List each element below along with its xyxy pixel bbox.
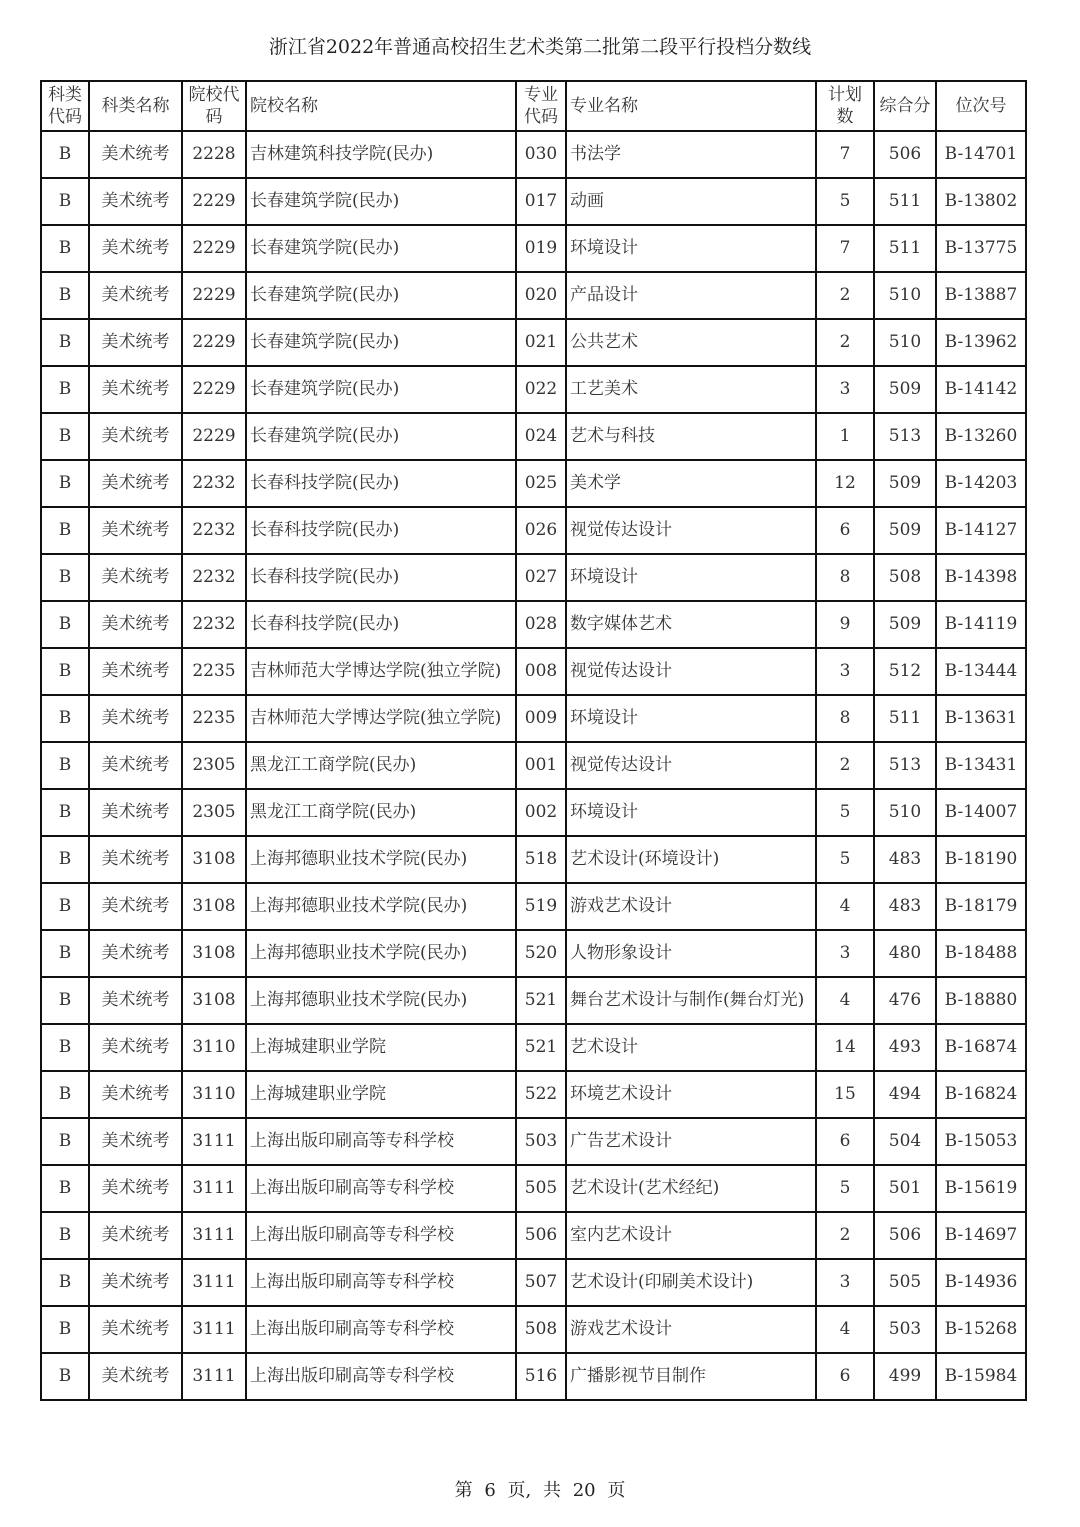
cell-plan-count: 12 — [816, 460, 874, 507]
cell-school-name: 黑龙江工商学院(民办) — [246, 742, 516, 789]
cell-total-score: 511 — [874, 695, 936, 742]
cell-rank-number: B-15984 — [936, 1353, 1026, 1400]
cell-major-name: 环境艺术设计 — [566, 1071, 816, 1118]
cell-major-code: 021 — [516, 319, 566, 366]
cell-rank-number: B-18880 — [936, 977, 1026, 1024]
cell-major-code: 028 — [516, 601, 566, 648]
cell-plan-count: 2 — [816, 319, 874, 366]
table-row — [41, 1353, 1026, 1400]
cell-plan-count: 5 — [816, 789, 874, 836]
cell-total-score: 493 — [874, 1024, 936, 1071]
cell-school-name: 上海出版印刷高等专科学校 — [246, 1118, 516, 1165]
cell-subject-code: B — [41, 413, 89, 460]
cell-major-name: 广告艺术设计 — [566, 1118, 816, 1165]
header-subject-code: 科类代码 — [41, 81, 89, 131]
table-row — [41, 225, 1026, 272]
cell-subject-name: 美术统考 — [89, 131, 182, 178]
cell-plan-count: 2 — [816, 272, 874, 319]
cell-school-code: 2228 — [182, 131, 246, 178]
cell-major-name: 环境设计 — [566, 789, 816, 836]
cell-subject-code: B — [41, 883, 89, 930]
cell-plan-count: 8 — [816, 554, 874, 601]
cell-subject-code: B — [41, 648, 89, 695]
cell-rank-number: B-13887 — [936, 272, 1026, 319]
cell-major-code: 008 — [516, 648, 566, 695]
cell-rank-number: B-13802 — [936, 178, 1026, 225]
cell-school-code: 3108 — [182, 977, 246, 1024]
table-row — [41, 1118, 1026, 1165]
cell-rank-number: B-16874 — [936, 1024, 1026, 1071]
cell-plan-count: 1 — [816, 413, 874, 460]
cell-total-score: 510 — [874, 789, 936, 836]
cell-major-name: 环境设计 — [566, 695, 816, 742]
cell-rank-number: B-13260 — [936, 413, 1026, 460]
cell-major-code: 009 — [516, 695, 566, 742]
cell-subject-name: 美术统考 — [89, 225, 182, 272]
table-row — [41, 1306, 1026, 1353]
cell-school-code: 3110 — [182, 1071, 246, 1118]
cell-school-name: 长春建筑学院(民办) — [246, 366, 516, 413]
cell-school-name: 上海城建职业学院 — [246, 1071, 516, 1118]
cell-major-code: 519 — [516, 883, 566, 930]
cell-plan-count: 6 — [816, 507, 874, 554]
cell-subject-name: 美术统考 — [89, 1118, 182, 1165]
cell-major-name: 数字媒体艺术 — [566, 601, 816, 648]
cell-subject-name: 美术统考 — [89, 883, 182, 930]
table-body — [41, 131, 1026, 1400]
cell-school-code: 2229 — [182, 413, 246, 460]
cell-major-code: 025 — [516, 460, 566, 507]
cell-major-code: 521 — [516, 1024, 566, 1071]
cell-school-code: 2235 — [182, 648, 246, 695]
cell-plan-count: 9 — [816, 601, 874, 648]
cell-major-name: 视觉传达设计 — [566, 742, 816, 789]
cell-total-score: 505 — [874, 1259, 936, 1306]
cell-total-score: 513 — [874, 413, 936, 460]
cell-major-code: 520 — [516, 930, 566, 977]
cell-rank-number: B-13775 — [936, 225, 1026, 272]
cell-subject-code: B — [41, 930, 89, 977]
cell-major-code: 017 — [516, 178, 566, 225]
cell-school-code: 2229 — [182, 178, 246, 225]
cell-major-name: 动画 — [566, 178, 816, 225]
cell-total-score: 480 — [874, 930, 936, 977]
cell-subject-name: 美术统考 — [89, 1071, 182, 1118]
cell-subject-code: B — [41, 225, 89, 272]
cell-subject-code: B — [41, 507, 89, 554]
cell-subject-code: B — [41, 1071, 89, 1118]
cell-subject-name: 美术统考 — [89, 507, 182, 554]
cell-subject-name: 美术统考 — [89, 1306, 182, 1353]
cell-plan-count: 3 — [816, 366, 874, 413]
cell-subject-code: B — [41, 554, 89, 601]
cell-major-code: 027 — [516, 554, 566, 601]
cell-plan-count: 6 — [816, 1118, 874, 1165]
cell-major-code: 503 — [516, 1118, 566, 1165]
cell-total-score: 509 — [874, 366, 936, 413]
document-title: 浙江省2022年普通高校招生艺术类第二批第二段平行投档分数线 — [268, 36, 812, 58]
header-rank-number: 位次号 — [936, 81, 1026, 131]
cell-plan-count: 2 — [816, 1212, 874, 1259]
cell-plan-count: 3 — [816, 648, 874, 695]
cell-major-name: 美术学 — [566, 460, 816, 507]
cell-school-code: 2305 — [182, 742, 246, 789]
cell-rank-number: B-13431 — [936, 742, 1026, 789]
table-header-row — [41, 81, 1026, 131]
cell-major-name: 环境设计 — [566, 225, 816, 272]
cell-plan-count: 7 — [816, 225, 874, 272]
cell-school-name: 上海出版印刷高等专科学校 — [246, 1353, 516, 1400]
cell-subject-name: 美术统考 — [89, 742, 182, 789]
header-major-name: 专业名称 — [566, 81, 816, 131]
cell-subject-code: B — [41, 1165, 89, 1212]
cell-plan-count: 4 — [816, 883, 874, 930]
cell-school-name: 上海邦德职业技术学院(民办) — [246, 930, 516, 977]
cell-subject-name: 美术统考 — [89, 930, 182, 977]
cell-major-code: 516 — [516, 1353, 566, 1400]
cell-rank-number: B-18179 — [936, 883, 1026, 930]
cell-plan-count: 8 — [816, 695, 874, 742]
cell-subject-code: B — [41, 1212, 89, 1259]
table-row — [41, 554, 1026, 601]
cell-subject-code: B — [41, 366, 89, 413]
cell-major-code: 506 — [516, 1212, 566, 1259]
cell-school-name: 长春科技学院(民办) — [246, 460, 516, 507]
cell-rank-number: B-14701 — [936, 131, 1026, 178]
cell-school-code: 3108 — [182, 836, 246, 883]
table-row — [41, 742, 1026, 789]
cell-school-code: 2232 — [182, 507, 246, 554]
cell-school-name: 上海邦德职业技术学院(民办) — [246, 836, 516, 883]
cell-major-name: 舞台艺术设计与制作(舞台灯光) — [566, 977, 816, 1024]
cell-school-name: 上海出版印刷高等专科学校 — [246, 1165, 516, 1212]
cell-major-name: 视觉传达设计 — [566, 648, 816, 695]
cell-school-code: 3110 — [182, 1024, 246, 1071]
cell-subject-name: 美术统考 — [89, 272, 182, 319]
cell-rank-number: B-14119 — [936, 601, 1026, 648]
cell-subject-name: 美术统考 — [89, 413, 182, 460]
cell-subject-code: B — [41, 1118, 89, 1165]
cell-major-name: 工艺美术 — [566, 366, 816, 413]
cell-major-name: 产品设计 — [566, 272, 816, 319]
cell-total-score: 509 — [874, 601, 936, 648]
cell-subject-name: 美术统考 — [89, 460, 182, 507]
cell-subject-code: B — [41, 460, 89, 507]
cell-subject-code: B — [41, 1024, 89, 1071]
admission-score-table — [40, 80, 1027, 1401]
cell-major-code: 522 — [516, 1071, 566, 1118]
cell-total-score: 499 — [874, 1353, 936, 1400]
cell-school-code: 2229 — [182, 319, 246, 366]
cell-rank-number: B-14697 — [936, 1212, 1026, 1259]
table-row — [41, 789, 1026, 836]
cell-total-score: 503 — [874, 1306, 936, 1353]
header-plan-count: 计划数 — [816, 81, 874, 131]
cell-subject-name: 美术统考 — [89, 366, 182, 413]
table-row — [41, 507, 1026, 554]
table-row — [41, 413, 1026, 460]
cell-major-code: 521 — [516, 977, 566, 1024]
cell-total-score: 506 — [874, 1212, 936, 1259]
cell-school-code: 2305 — [182, 789, 246, 836]
cell-plan-count: 7 — [816, 131, 874, 178]
table-row — [41, 131, 1026, 178]
cell-school-code: 3111 — [182, 1165, 246, 1212]
cell-subject-name: 美术统考 — [89, 789, 182, 836]
cell-major-code: 508 — [516, 1306, 566, 1353]
cell-school-name: 上海出版印刷高等专科学校 — [246, 1306, 516, 1353]
cell-major-code: 505 — [516, 1165, 566, 1212]
table-row — [41, 883, 1026, 930]
table-row — [41, 366, 1026, 413]
cell-school-name: 长春科技学院(民办) — [246, 507, 516, 554]
cell-school-name: 长春科技学院(民办) — [246, 554, 516, 601]
cell-total-score: 504 — [874, 1118, 936, 1165]
cell-subject-name: 美术统考 — [89, 554, 182, 601]
cell-total-score: 512 — [874, 648, 936, 695]
cell-school-code: 3111 — [182, 1212, 246, 1259]
cell-plan-count: 14 — [816, 1024, 874, 1071]
cell-school-name: 长春建筑学院(民办) — [246, 225, 516, 272]
cell-rank-number: B-14127 — [936, 507, 1026, 554]
cell-subject-code: B — [41, 601, 89, 648]
table-row — [41, 460, 1026, 507]
cell-rank-number: B-14398 — [936, 554, 1026, 601]
cell-subject-name: 美术统考 — [89, 836, 182, 883]
cell-school-name: 长春建筑学院(民办) — [246, 272, 516, 319]
cell-major-code: 022 — [516, 366, 566, 413]
table-row — [41, 1165, 1026, 1212]
table-row — [41, 648, 1026, 695]
cell-school-code: 3108 — [182, 883, 246, 930]
header-school-name: 院校名称 — [246, 81, 516, 131]
cell-school-name: 长春科技学院(民办) — [246, 601, 516, 648]
cell-plan-count: 6 — [816, 1353, 874, 1400]
cell-rank-number: B-13631 — [936, 695, 1026, 742]
cell-school-name: 上海邦德职业技术学院(民办) — [246, 883, 516, 930]
cell-rank-number: B-14936 — [936, 1259, 1026, 1306]
cell-total-score: 483 — [874, 836, 936, 883]
cell-major-name: 人物形象设计 — [566, 930, 816, 977]
cell-subject-name: 美术统考 — [89, 977, 182, 1024]
cell-school-name: 上海邦德职业技术学院(民办) — [246, 977, 516, 1024]
cell-rank-number: B-14142 — [936, 366, 1026, 413]
cell-school-name: 上海出版印刷高等专科学校 — [246, 1259, 516, 1306]
cell-major-name: 书法学 — [566, 131, 816, 178]
cell-school-code: 2229 — [182, 366, 246, 413]
cell-rank-number: B-18488 — [936, 930, 1026, 977]
cell-subject-code: B — [41, 131, 89, 178]
cell-subject-name: 美术统考 — [89, 648, 182, 695]
cell-school-code: 3111 — [182, 1118, 246, 1165]
cell-school-name: 黑龙江工商学院(民办) — [246, 789, 516, 836]
cell-total-score: 511 — [874, 178, 936, 225]
cell-total-score: 510 — [874, 272, 936, 319]
cell-major-name: 艺术设计(印刷美术设计) — [566, 1259, 816, 1306]
cell-major-name: 艺术与科技 — [566, 413, 816, 460]
cell-major-code: 026 — [516, 507, 566, 554]
cell-subject-code: B — [41, 977, 89, 1024]
table-row — [41, 601, 1026, 648]
header-total-score: 综合分 — [874, 81, 936, 131]
cell-plan-count: 4 — [816, 977, 874, 1024]
cell-plan-count: 5 — [816, 836, 874, 883]
cell-major-name: 艺术设计(艺术经纪) — [566, 1165, 816, 1212]
cell-major-name: 室内艺术设计 — [566, 1212, 816, 1259]
header-school-code: 院校代码 — [182, 81, 246, 131]
cell-school-name: 长春建筑学院(民办) — [246, 178, 516, 225]
cell-rank-number: B-16824 — [936, 1071, 1026, 1118]
cell-school-code: 2229 — [182, 225, 246, 272]
cell-major-code: 518 — [516, 836, 566, 883]
header-major-code: 专业代码 — [516, 81, 566, 131]
cell-subject-code: B — [41, 836, 89, 883]
cell-subject-code: B — [41, 319, 89, 366]
cell-major-name: 环境设计 — [566, 554, 816, 601]
cell-subject-name: 美术统考 — [89, 1024, 182, 1071]
cell-rank-number: B-14007 — [936, 789, 1026, 836]
cell-major-code: 001 — [516, 742, 566, 789]
cell-major-name: 视觉传达设计 — [566, 507, 816, 554]
cell-subject-code: B — [41, 272, 89, 319]
cell-school-name: 长春建筑学院(民办) — [246, 413, 516, 460]
cell-major-name: 游戏艺术设计 — [566, 883, 816, 930]
cell-school-name: 上海出版印刷高等专科学校 — [246, 1212, 516, 1259]
cell-school-code: 3111 — [182, 1259, 246, 1306]
cell-school-code: 3108 — [182, 930, 246, 977]
cell-rank-number: B-13444 — [936, 648, 1026, 695]
cell-school-name: 长春建筑学院(民办) — [246, 319, 516, 366]
table-row — [41, 1259, 1026, 1306]
cell-subject-code: B — [41, 1259, 89, 1306]
cell-rank-number: B-18190 — [936, 836, 1026, 883]
cell-major-code: 024 — [516, 413, 566, 460]
cell-school-code: 3111 — [182, 1306, 246, 1353]
cell-rank-number: B-15053 — [936, 1118, 1026, 1165]
cell-total-score: 501 — [874, 1165, 936, 1212]
cell-subject-name: 美术统考 — [89, 1353, 182, 1400]
cell-subject-name: 美术统考 — [89, 1212, 182, 1259]
table-row — [41, 272, 1026, 319]
cell-school-code: 2232 — [182, 554, 246, 601]
cell-rank-number: B-13962 — [936, 319, 1026, 366]
cell-rank-number: B-15268 — [936, 1306, 1026, 1353]
cell-subject-code: B — [41, 1306, 89, 1353]
cell-plan-count: 3 — [816, 930, 874, 977]
cell-school-code: 2232 — [182, 601, 246, 648]
cell-plan-count: 5 — [816, 1165, 874, 1212]
cell-major-name: 游戏艺术设计 — [566, 1306, 816, 1353]
cell-subject-name: 美术统考 — [89, 695, 182, 742]
cell-total-score: 506 — [874, 131, 936, 178]
cell-subject-name: 美术统考 — [89, 1165, 182, 1212]
cell-school-code: 2229 — [182, 272, 246, 319]
cell-plan-count: 2 — [816, 742, 874, 789]
cell-school-code: 2232 — [182, 460, 246, 507]
cell-plan-count: 4 — [816, 1306, 874, 1353]
cell-major-code: 507 — [516, 1259, 566, 1306]
cell-total-score: 513 — [874, 742, 936, 789]
cell-total-score: 511 — [874, 225, 936, 272]
cell-total-score: 508 — [874, 554, 936, 601]
cell-subject-code: B — [41, 789, 89, 836]
cell-school-code: 3111 — [182, 1353, 246, 1400]
cell-major-code: 002 — [516, 789, 566, 836]
cell-subject-name: 美术统考 — [89, 1259, 182, 1306]
cell-rank-number: B-14203 — [936, 460, 1026, 507]
cell-major-code: 020 — [516, 272, 566, 319]
table-row — [41, 695, 1026, 742]
cell-total-score: 510 — [874, 319, 936, 366]
cell-major-code: 019 — [516, 225, 566, 272]
table-row — [41, 1071, 1026, 1118]
table-row — [41, 178, 1026, 225]
table-row — [41, 977, 1026, 1024]
cell-plan-count: 3 — [816, 1259, 874, 1306]
cell-total-score: 483 — [874, 883, 936, 930]
table-row — [41, 930, 1026, 977]
cell-school-name: 上海城建职业学院 — [246, 1024, 516, 1071]
cell-school-name: 吉林师范大学博达学院(独立学院) — [246, 648, 516, 695]
table-row — [41, 1024, 1026, 1071]
cell-total-score: 509 — [874, 507, 936, 554]
cell-major-code: 030 — [516, 131, 566, 178]
table-row — [41, 1212, 1026, 1259]
cell-subject-name: 美术统考 — [89, 319, 182, 366]
table-row — [41, 836, 1026, 883]
cell-subject-code: B — [41, 178, 89, 225]
cell-plan-count: 15 — [816, 1071, 874, 1118]
cell-subject-code: B — [41, 1353, 89, 1400]
cell-major-name: 艺术设计(环境设计) — [566, 836, 816, 883]
cell-major-name: 公共艺术 — [566, 319, 816, 366]
cell-subject-code: B — [41, 695, 89, 742]
cell-subject-code: B — [41, 742, 89, 789]
cell-school-code: 2235 — [182, 695, 246, 742]
table-row — [41, 319, 1026, 366]
cell-total-score: 509 — [874, 460, 936, 507]
cell-plan-count: 5 — [816, 178, 874, 225]
cell-school-name: 吉林建筑科技学院(民办) — [246, 131, 516, 178]
cell-total-score: 494 — [874, 1071, 936, 1118]
cell-rank-number: B-15619 — [936, 1165, 1026, 1212]
page-footer: 第 6 页, 共 20 页 — [454, 1480, 626, 1501]
cell-major-name: 艺术设计 — [566, 1024, 816, 1071]
cell-total-score: 476 — [874, 977, 936, 1024]
cell-subject-name: 美术统考 — [89, 178, 182, 225]
header-subject-name: 科类名称 — [89, 81, 182, 131]
cell-subject-name: 美术统考 — [89, 601, 182, 648]
cell-major-name: 广播影视节目制作 — [566, 1353, 816, 1400]
cell-school-name: 吉林师范大学博达学院(独立学院) — [246, 695, 516, 742]
